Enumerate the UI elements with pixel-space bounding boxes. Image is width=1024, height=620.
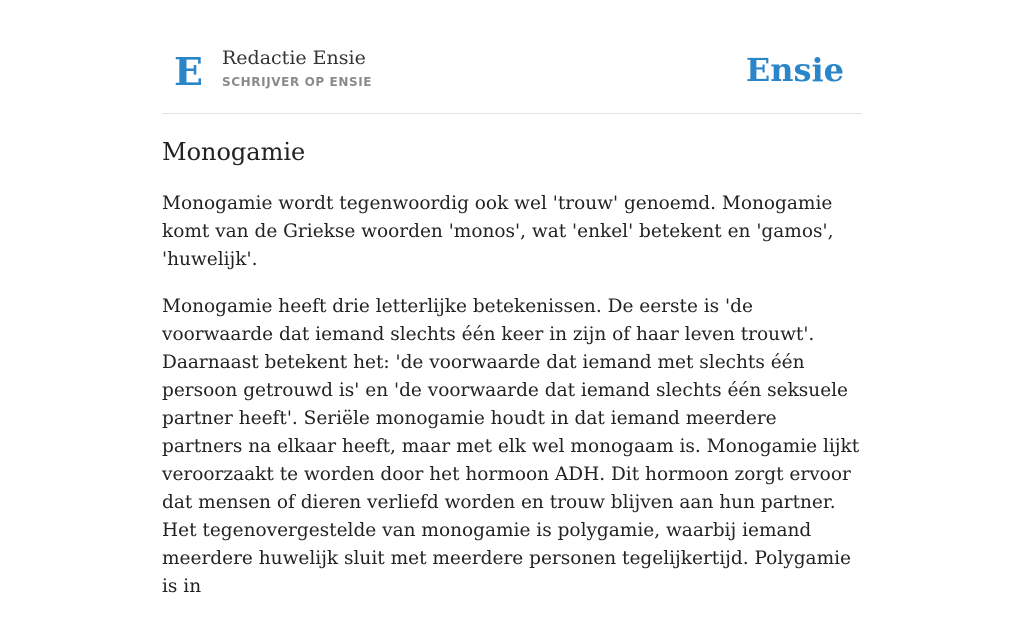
author-header: [162, 40, 862, 114]
article-body: [162, 190, 862, 620]
author-name[interactable]: Redactie Ensie: [222, 47, 366, 69]
ensie-e-logo-icon[interactable]: E: [174, 49, 203, 94]
ensie-brand-logo[interactable]: Ensie: [745, 51, 844, 89]
article-paragraph: Monogamie wordt tegenwoordig ook wel 'trouw' genoemd. Monogamie komt van de Griekse woorden 'monos', wat 'enkel' betekent en 'gamos', 'huwelijk'.: [162, 193, 834, 270]
article-title: Monogamie: [162, 138, 306, 166]
article-paragraph: Monogamie heeft drie letterlijke betekenissen. De eerste is 'de voorwaarde dat iemand slechts één keer in zijn of haar leven trouwt'. Daarnaast betekent het: 'de voorwaarde dat iemand met slechts één persoon getrouwd is' en 'de voorwaarde dat iemand slechts één seksuele partner heeft'. Seriële monogamie houdt in dat iemand meerdere partners na elkaar heeft, maar met elk wel monogaam is. Monogamie lijkt veroorzaakt te worden door het hormoon ADH. Dit hormoon zorgt ervoor dat mensen of dieren verliefd worden en trouw blijven aan hun partner. Het tegenovergestelde van monogamie is polygamie, waarbij iemand meerdere huwelijk sluit met meerdere personen tegelijkertijd. Polygamie is in: [162, 296, 860, 597]
author-role: SCHRIJVER OP ENSIE: [222, 75, 373, 89]
